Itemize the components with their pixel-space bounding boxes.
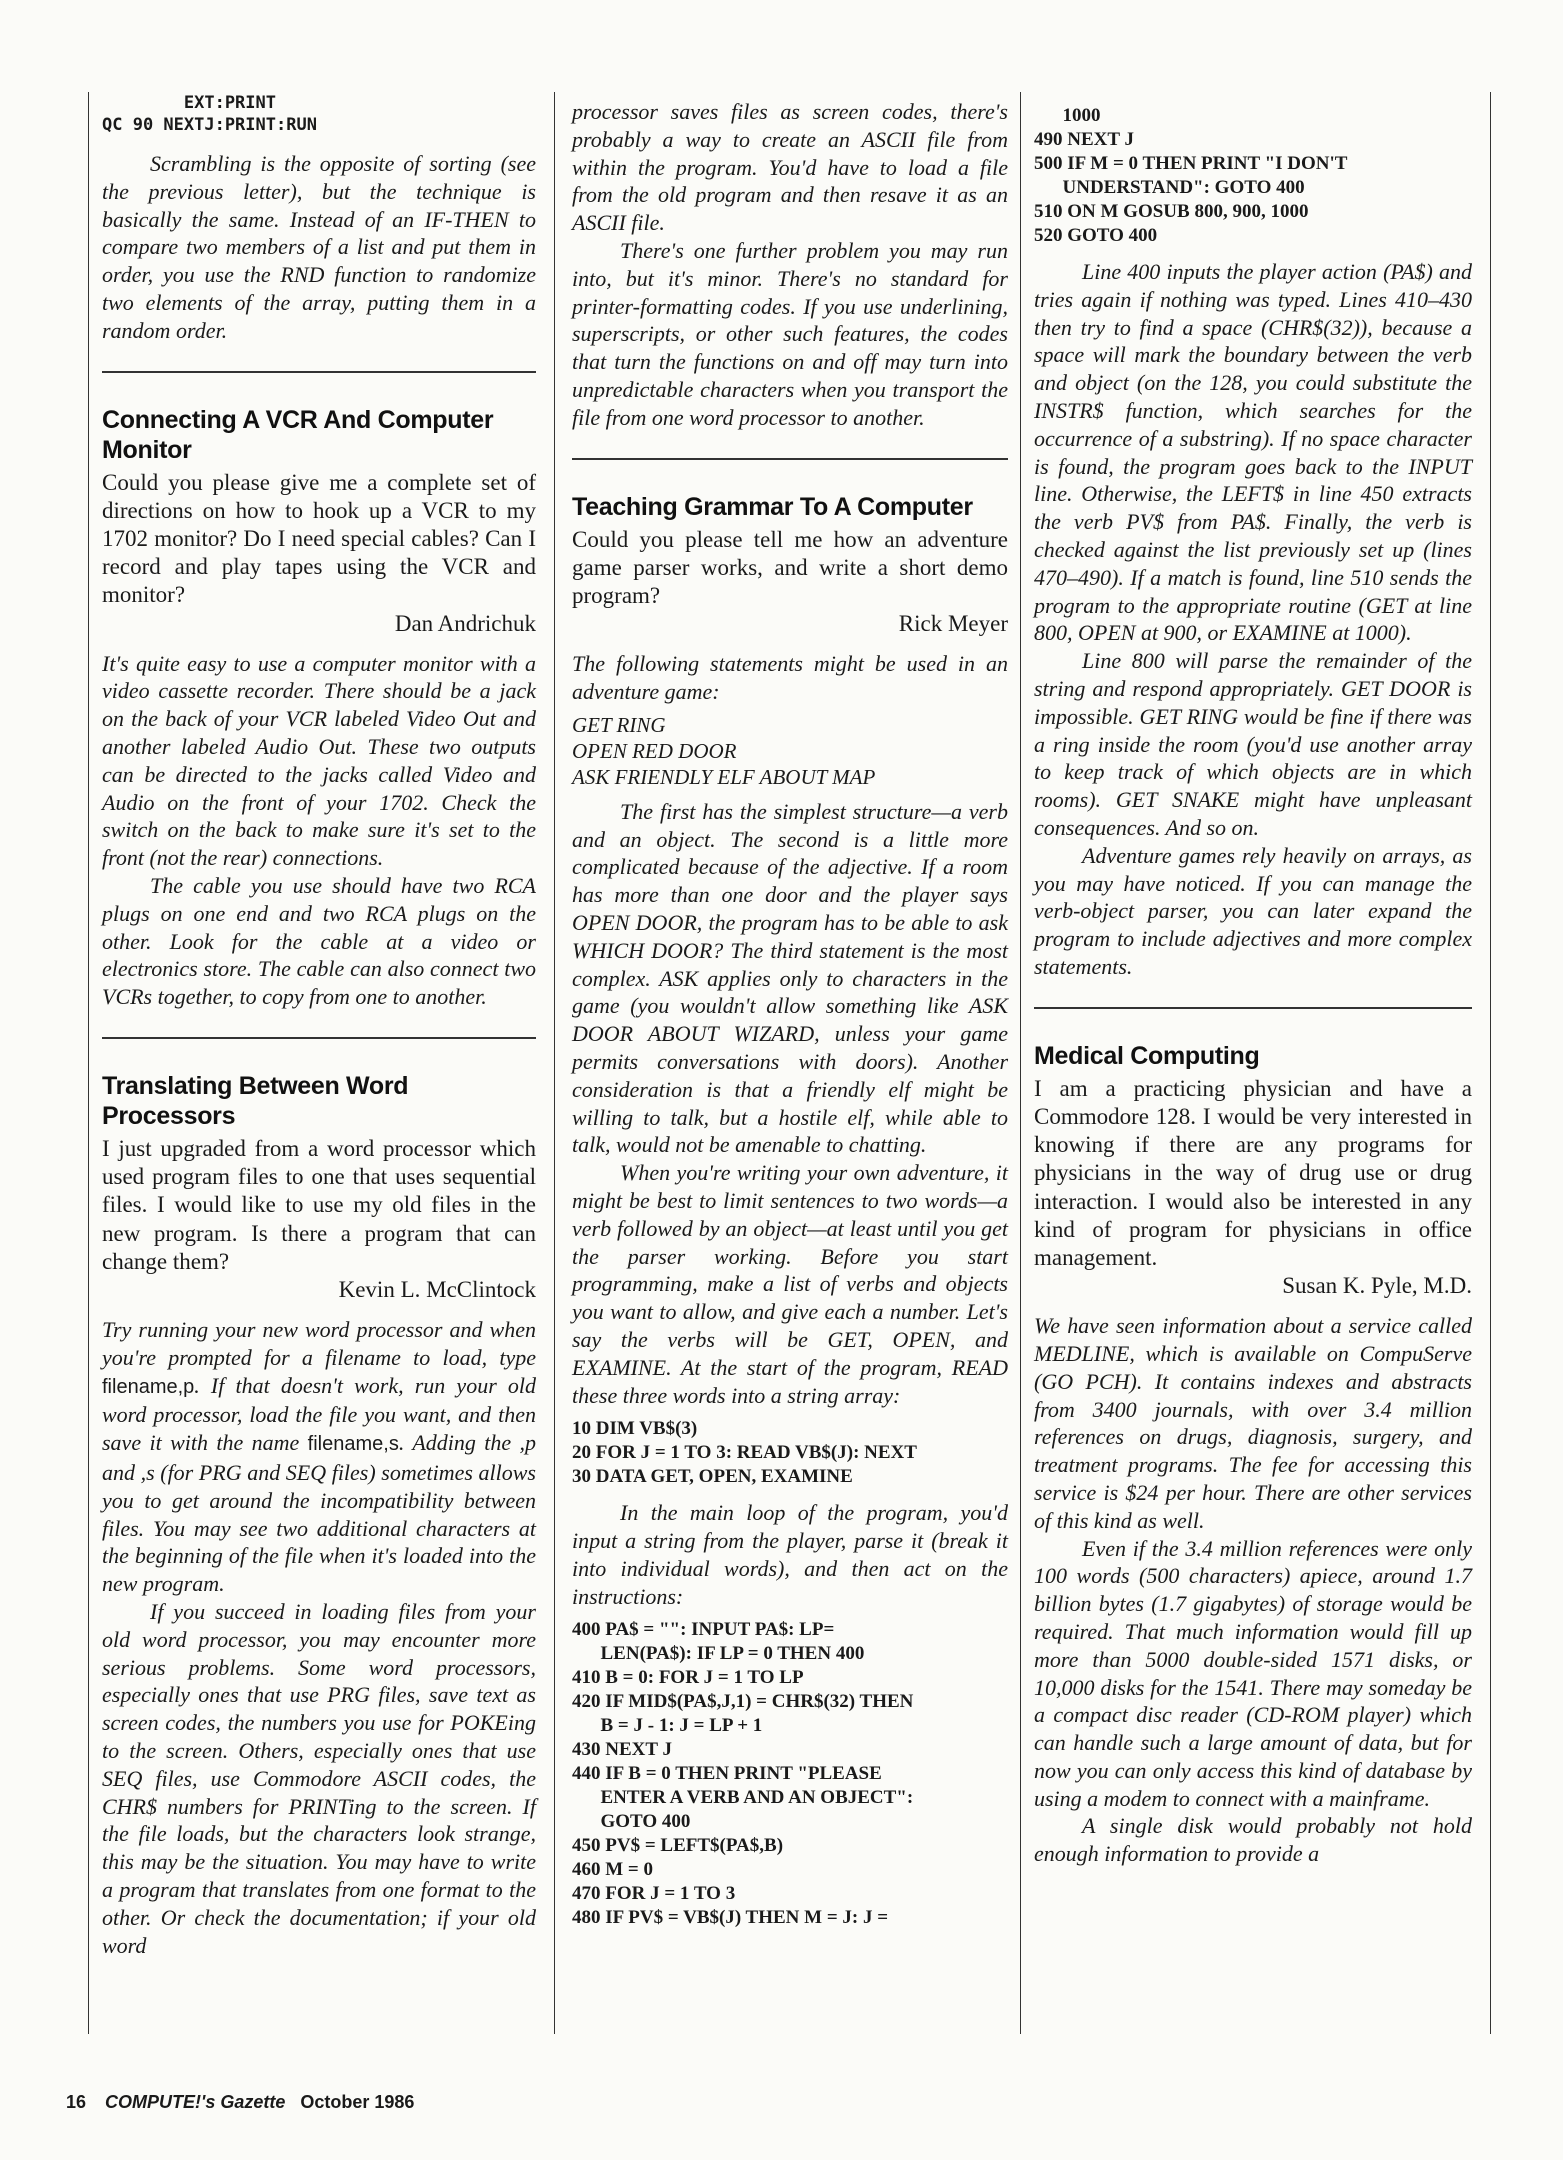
filename-s-code: filename,s (307, 1433, 399, 1456)
medical-question: I am a practicing physician and have a Commodore 128. I would be very interested in knowing if there are any programs for physicians in the way of drug use or drug interaction. I would also be interested in any kind of program for physicians in office management. (1034, 1075, 1472, 1270)
magazine-name: COMPUTE!'s Gazette (105, 2092, 286, 2112)
code-listing-3 (1034, 104, 1472, 248)
section-divider (102, 1037, 536, 1039)
parser-explanation-3: Adventure games rely heavily on arrays, as you may have noticed. If you can manage the verb-object parser, you can later expand the program to include adjectives and more complex statements. (1034, 842, 1472, 979)
parser-explanation-2: Line 800 will parse the remainder of the string and respond appropriately. GET DOOR is impossible. GET RING would be fine if there was a ring inside the room (you'd use another array to keep track of which objects are in which rooms). GET SNAKE might have unpleasant consequences. And so on. (1034, 648, 1472, 840)
grammar-paragraph-2: When you're writing your own adventure, it might be best to limit sentences to two words—a verb followed by an object—at least until you get the parser working. Before you start programming, make a list of verbs and objects you want to allow, and give each a number. Let's say the verbs will be GET, OPEN, and EXAMINE. At the start of the program, READ these three words into a string array: (572, 1160, 1008, 1408)
code-line: 20 FOR J = 1 TO 3: READ VB$(J): NEXT (572, 1442, 917, 1464)
code-listing-2 (572, 1618, 1008, 1930)
vcr-answer-2: The cable you use should have two RCA plugs on one end and two RCA plugs on the other. Look for the cable at a video or electronics store. The cable can also connect two VCRs together, to copy from one to another. (102, 872, 536, 1010)
wp-continued-1: processor saves files as screen codes, there's probably a way to create an ASCII file from within the program. You'd have to load a file from the old program and then resave it as an ASCII file. (572, 99, 1008, 236)
code-line: 410 B = 0: FOR J = 1 TO LP (572, 1667, 804, 1689)
code-line: 470 FOR J = 1 TO 3 (572, 1883, 736, 1905)
medical-answer-2: Even if the 3.4 million references were only 100 words (500 characters) apiece, around 1.7 billion bytes (1.7 gigabytes) of storage would be required. That much information would fill up more than 5000 double-sided 1571 disks, or 10,000 disks for the 1541. There may someday be a compact disc reader (CD-ROM player) which can handle such a large amount of data, but for now you can only access this kind of database by using a modem to connect with a mainframe. (1034, 1535, 1472, 1811)
grammar-intro: The following statements might be used in an adventure game: (572, 651, 1008, 704)
grammar-paragraph-1: The first has the simplest structure—a verb and an object. The second is a little more complicated because of the adjective. If a room has more than one door and the player says OPEN DOOR, the program has to be able to ask WHICH DOOR? The third statement is the most complex. ASK applies only to characters in the game (you wouldn't allow something like ASK DOOR ABOUT WIZARD, unless your game permits conversations with doors). Another consideration is that a friendly elf might be willing to talk, but a hostile elf, while able to talk, would not be amenable to chatting. (572, 798, 1008, 1158)
grammar-paragraph-3: In the main loop of the program, you'd input a string from the player, parse it (break it into individual words), and then act on the instructions: (572, 1500, 1008, 1609)
section-divider (572, 458, 1008, 460)
code-line: GOTO 400 (572, 1811, 691, 1833)
code-line: 510 ON M GOSUB 800, 900, 1000 (1034, 201, 1309, 222)
medical-answer-1: We have seen information about a service called MEDLINE, which is available on CompuServe (GO PCH). It contains indexes and abstracts from 3400 journals, with over 3.4 million references on drugs, diagnosis, surgery, and treatment programs. The fee for accessing this service is $24 per hour. There are other services of this kind as well. (1034, 1313, 1472, 1533)
code-line: 1000 (1034, 105, 1101, 126)
wp-answer-1-mid: . If that doesn't work, run your old word processor, load the file you want, and then save it with the name (102, 1372, 536, 1456)
code-line: EXT:PRINT (102, 93, 276, 113)
code-line: 400 PA$ = "": INPUT PA$: LP= (572, 1619, 835, 1641)
vcr-question: Could you please give me a complete set of directions on how to hook up a VCR to my 1702 monitor? Do I need special cables? Can I record and play tapes using the VCR and monitor? (102, 469, 536, 608)
example-statement: ASK FRIENDLY ELF ABOUT MAP (572, 764, 876, 789)
example-statement: GET RING (572, 712, 666, 737)
code-line: 460 M = 0 (572, 1859, 654, 1881)
wp-answer-1-post: . Adding the ,p and ,s (for PRG and SEQ files) sometimes allows you to get around the incompatibility between files. You may see two additional characters at the beginning of the file when it's loaded into the new program. (102, 1430, 537, 1597)
code-line: ENTER A VERB AND AN OBJECT": (572, 1787, 914, 1809)
medical-answer-3: A single disk would probably not hold enough information to provide a (1034, 1813, 1472, 1867)
code-line: 10 DIM VB$(3) (572, 1418, 698, 1440)
wp-answer-2: If you succeed in loading files from your old word processor, you may encounter more serious problems. Some word processors, especially ones that use PRG files, save text as screen codes, the numbers you use for POKEing to the screen. Others, especially ones that use SEQ files, use Commodore ASCII codes, the CHR$ numbers for PRINTing to the screen. If the file loads, but the characters look strange, this may be the situation. You may have to write a program that translates from one format to the other. Or check the documentation; if your old word (102, 1598, 536, 1958)
code-listing-1 (572, 1417, 1008, 1489)
page-footer (66, 2092, 414, 2113)
section-divider (102, 371, 536, 373)
vcr-heading: Connecting A VCR And Computer Monitor (102, 405, 494, 464)
column-2 (572, 98, 1008, 1930)
grammar-signature: Rick Meyer (898, 611, 1008, 637)
grammar-question: Could you please tell me how an adventure game parser works, and write a short demo program? (572, 526, 1008, 608)
wp-answer-1-pre: Try running your new word processor and when you're prompted for a filename to load, type (102, 1316, 536, 1370)
grammar-heading: Teaching Grammar To A Computer (572, 492, 973, 521)
vcr-signature: Dan Andrichuk (394, 610, 536, 636)
example-statement: OPEN RED DOOR (572, 738, 737, 763)
scramble-paragraph: Scrambling is the opposite of sorting (see the previous letter), but the technique is basically the same. Instead of an IF-THEN to compare two members of a list and put them in order, you use the RND function to randomize two elements of the array, putting them in a random order. (102, 151, 536, 343)
wp-heading: Translating Between Word Processors (102, 1071, 409, 1130)
code-line: QC 90 NEXTJ:PRINT:RUN (102, 115, 317, 135)
code-line: 440 IF B = 0 THEN PRINT "PLEASE (572, 1763, 882, 1785)
column-rule-left (88, 92, 89, 2034)
column-rule-2 (1020, 92, 1021, 2034)
column-rule-1 (554, 92, 555, 2034)
code-line: 490 NEXT J (1034, 129, 1134, 150)
example-statements (572, 712, 1008, 790)
wp-answer-1 (102, 1316, 536, 1598)
column-rule-right (1490, 92, 1491, 2034)
code-line: 500 IF M = 0 THEN PRINT "I DON'T (1034, 153, 1348, 174)
code-line: 430 NEXT J (572, 1739, 672, 1761)
filename-p-code: filename,p (102, 1375, 195, 1398)
code-line: LEN(PA$): IF LP = 0 THEN 400 (572, 1643, 865, 1665)
code-top (102, 92, 536, 136)
code-line: 480 IF PV$ = VB$(J) THEN M = J: J = (572, 1907, 889, 1929)
column-1 (102, 92, 536, 1959)
code-line: 420 IF MID$(PA$,J,1) = CHR$(32) THEN (572, 1691, 914, 1713)
code-line: 450 PV$ = LEFT$(PA$,B) (572, 1835, 784, 1857)
wp-signature: Kevin L. McClintock (338, 1276, 536, 1302)
section-divider (1034, 1007, 1472, 1009)
code-line: 520 GOTO 400 (1034, 225, 1158, 246)
medical-signature: Susan K. Pyle, M.D. (1282, 1273, 1472, 1299)
parser-explanation-1: Line 400 inputs the player action (PA$) and tries again if nothing was typed. Lines 410–430 then try to find a space (CHR$(32)), because a space will mark the boundary between the verb and object (on the 128, you could substitute the INSTR$ function, which searches for the occurrence of a substring). If no space character is found, the program goes back to the INPUT line. Otherwise, the LEFT$ in line 450 extracts the verb PV$ from PA$. Finally, the verb is checked against the list previously set up (lines 470–490). If a match is found, line 510 sends the program to the appropriate routine (GET at line 800, OPEN at 900, or EXAMINE at 1000). (1034, 259, 1472, 646)
page-number: 16 (66, 2092, 87, 2112)
wp-continued-2: There's one further problem you may run into, but it's minor. There's no standard for printer-formatting codes. If you use underlining, superscripts, or other such features, the codes that turn the functions on and off may turn into unpredictable characters when you transport the file from one word processor to another. (572, 237, 1008, 430)
medical-heading: Medical Computing (1034, 1041, 1260, 1070)
code-line: B = J - 1: J = LP + 1 (572, 1715, 763, 1737)
code-line: 30 DATA GET, OPEN, EXAMINE (572, 1466, 853, 1488)
column-3 (1034, 104, 1472, 1868)
vcr-answer-1: It's quite easy to use a computer monitor with a video cassette recorder. There should be a jack on the back of your VCR labeled Video Out and another labeled Audio Out. These two outputs can be directed to the jacks called Video and Audio on the front of your 1702. Check the switch on the back to make sure it's set to the front (not the rear) connections. (102, 650, 536, 871)
wp-question: I just upgraded from a word processor which used program files to one that uses sequential files. I would like to use my old files in the new program. Is there a program that can change them? (102, 1135, 536, 1274)
issue-date: October 1986 (300, 2092, 415, 2112)
code-line: UNDERSTAND": GOTO 400 (1034, 177, 1305, 198)
